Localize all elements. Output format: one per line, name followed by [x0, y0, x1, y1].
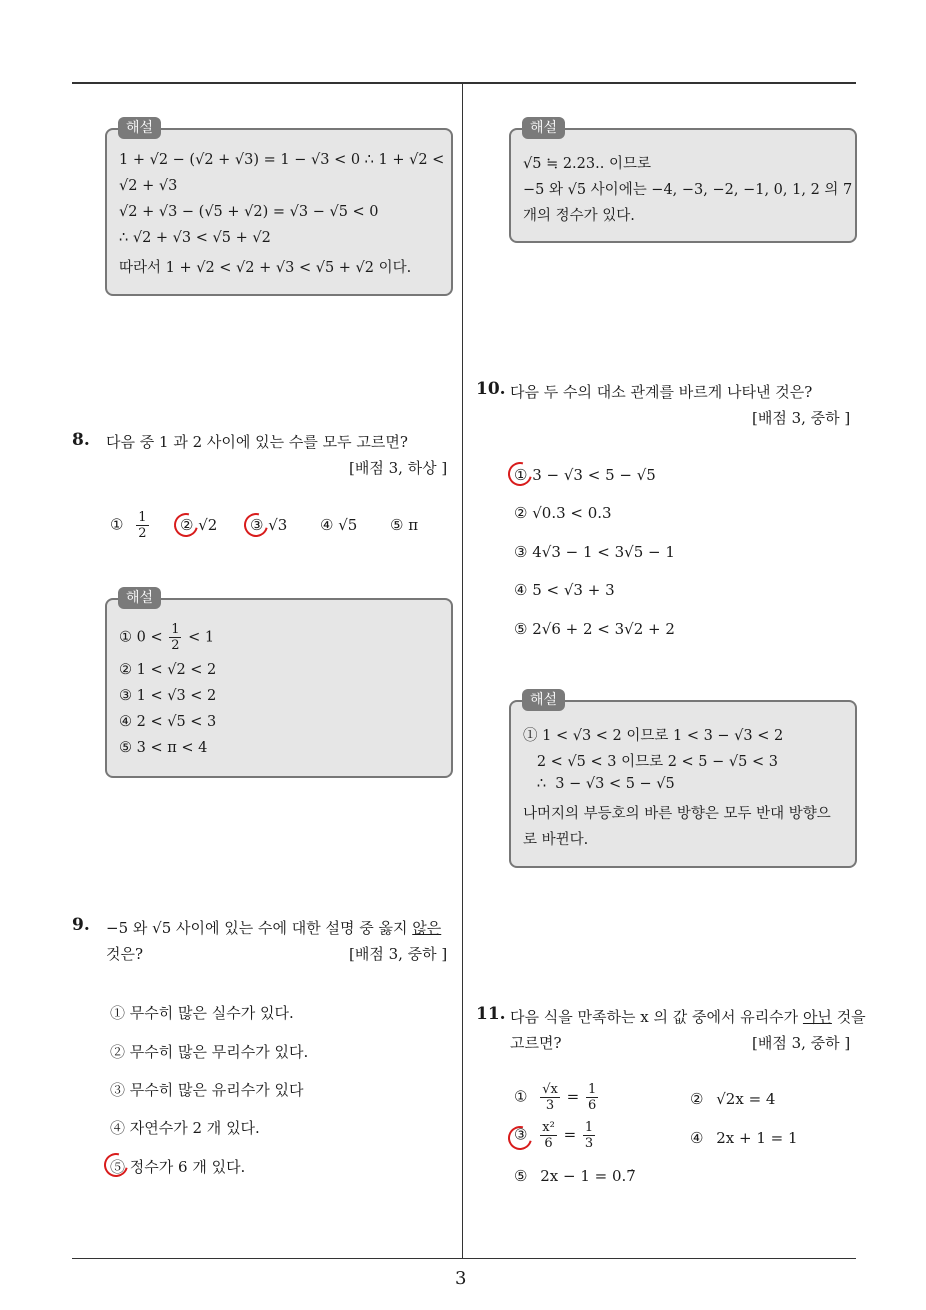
column-divider: [462, 84, 463, 1258]
solution-line: ③ 1 < √3 < 2: [119, 688, 217, 704]
solution-line: ⑤ 3 < π < 4: [119, 740, 208, 756]
choice-value: √5: [338, 516, 358, 534]
choice-3[interactable]: ③ 4√3 − 1 < 3√5 − 1: [514, 543, 675, 561]
choice-2[interactable]: ② 무수히 많은 무리수가 있다.: [110, 1043, 309, 1061]
solution-line: −5 와 √5 사이에는 −4, −3, −2, −1, 0, 1, 2 의 7: [523, 182, 853, 198]
fraction: $\frac{1}{2}$: [171, 622, 180, 653]
choice-mark: ④: [690, 1129, 704, 1147]
choice-4[interactable]: ④ 자연수가 2 개 있다.: [110, 1119, 260, 1137]
question-number: 11.: [476, 1004, 506, 1024]
choice-value: √3: [268, 516, 288, 534]
choice-1[interactable]: [110, 510, 151, 541]
choice-value: √2x = 4: [716, 1090, 776, 1108]
bottom-rule: [72, 1258, 856, 1259]
solution-tag: 해설: [118, 117, 161, 139]
question-number: 8.: [72, 430, 90, 450]
choice-mark: ④: [320, 516, 334, 534]
score-label: [배점 3, 하상 ]: [349, 459, 448, 477]
solution-box-q7: [105, 128, 453, 296]
choice-3[interactable]: ③ 무수히 많은 유리수가 있다: [110, 1081, 304, 1099]
choice-mark: ⑤: [514, 1167, 528, 1185]
solution-line: √5 ≒ 2.23.. 이므로: [523, 156, 651, 172]
solution-tag: 해설: [522, 117, 565, 139]
choice-value: √2: [198, 516, 218, 534]
choice-5[interactable]: [390, 516, 418, 534]
choice-1[interactable]: ① 3 − √3 < 5 − √5: [514, 466, 656, 484]
solution-tag: 해설: [522, 689, 565, 711]
choice-mark: ③: [250, 516, 264, 534]
question-text-cont: 고르면?: [510, 1034, 562, 1052]
solution-line: 로 바뀐다.: [523, 832, 589, 848]
choice-5[interactable]: ⑤ 정수가 6 개 있다.: [110, 1158, 246, 1176]
choice-mark: ③: [514, 1125, 528, 1144]
answer-circle-mark: [504, 458, 537, 491]
fraction: $\frac{1}{3}$: [584, 1120, 594, 1151]
choice-2[interactable]: [690, 1090, 775, 1108]
choice-mark: ⑤: [390, 516, 404, 534]
choice-1[interactable]: ① 무수히 많은 실수가 있다.: [110, 1004, 294, 1022]
solution-line: 1 + √2 − (√2 + √3) = 1 − √3 < 0 ∴ 1 + √2 <: [119, 152, 445, 168]
question-number: 10.: [476, 379, 506, 399]
answer-circle-mark: [170, 509, 203, 542]
choice-mark: ①: [514, 1087, 528, 1106]
choice-value: π: [408, 516, 419, 534]
solution-line: ∴ √2 + √3 < √5 + √2: [119, 230, 271, 246]
fraction: $\frac{√x}{3}$: [542, 1082, 558, 1113]
page-number: 3: [455, 1268, 467, 1289]
score-label: [배점 3, 중하 ]: [752, 409, 851, 427]
solution-line: ④ 2 < √5 < 3: [119, 714, 217, 730]
choice-mark: ②: [180, 516, 194, 534]
question-text: 다음 식을 만족하는 x 의 값 중에서 유리수가 아닌 것을: [510, 1008, 866, 1026]
score-label: [배점 3, 중하 ]: [752, 1034, 851, 1052]
solution-line: 따라서 1 + √2 < √2 + √3 < √5 + √2 이다.: [119, 260, 412, 276]
choice-4[interactable]: [690, 1129, 798, 1147]
solution-line: √2 + √3: [119, 178, 178, 194]
solution-box-q9: [509, 128, 857, 243]
choice-5[interactable]: ⑤ 2√6 + 2 < 3√2 + 2: [514, 620, 675, 638]
choice-3[interactable]: ③ $\frac{\text{x²}}{6}$ = $\frac{1}{3}$: [514, 1120, 594, 1151]
answer-circle-mark: [240, 509, 273, 542]
choice-2[interactable]: ② √0.3 < 0.3: [514, 504, 612, 522]
solution-box-q10: [509, 700, 857, 868]
question-number: 9.: [72, 915, 90, 935]
fraction: $\frac{1}{2}$: [138, 510, 147, 541]
solution-line: 2 < √5 < 3 이므로 2 < 5 − √5 < 3: [523, 754, 778, 770]
solution-line: 나머지의 부등호의 바른 방향은 모두 반대 방향으: [523, 806, 831, 822]
solution-line: 개의 정수가 있다.: [523, 208, 635, 224]
solution-line: ① 0 < $\frac{1}{2}$ < 1: [119, 622, 215, 653]
choice-4[interactable]: [320, 516, 357, 534]
fraction: $\frac{\text{x²}}{6}$: [542, 1120, 555, 1151]
top-rule: [72, 82, 856, 84]
solution-box-q8: [105, 598, 453, 778]
question-text: 다음 중 1 과 2 사이에 있는 수를 모두 고르면?: [106, 433, 408, 451]
choice-mark: ②: [690, 1090, 704, 1108]
choice-value: 2x + 1 = 1: [716, 1129, 798, 1147]
choice-value: 2x − 1 = 0.7̇: [540, 1167, 636, 1185]
choice-mark: ①: [110, 515, 124, 534]
fraction: $\frac{1}{6}$: [588, 1082, 597, 1113]
score-label: [배점 3, 중하 ]: [349, 945, 448, 963]
solution-line: √2 + √3 − (√5 + √2) = √3 − √5 < 0: [119, 204, 379, 220]
question-text: 다음 두 수의 대소 관계를 바르게 나타낸 것은?: [510, 383, 813, 401]
solution-line: ∴ 3 − √3 < 5 − √5: [523, 776, 675, 792]
question-text-cont: 것은?: [106, 945, 144, 963]
solution-tag: 해설: [118, 587, 161, 609]
solution-line: ① 1 < √3 < 2 이므로 1 < 3 − √3 < 2: [523, 728, 784, 744]
choice-5[interactable]: [514, 1167, 636, 1185]
choice-1[interactable]: ① $\frac{√x}{3}$ = $\frac{1}{6}$: [514, 1082, 597, 1113]
choice-4[interactable]: ④ 5 < √3 + 3: [514, 581, 615, 599]
question-text: −5 와 √5 사이에 있는 수에 대한 설명 중 옳지 않은: [106, 919, 442, 937]
solution-line: ② 1 < √2 < 2: [119, 662, 217, 678]
